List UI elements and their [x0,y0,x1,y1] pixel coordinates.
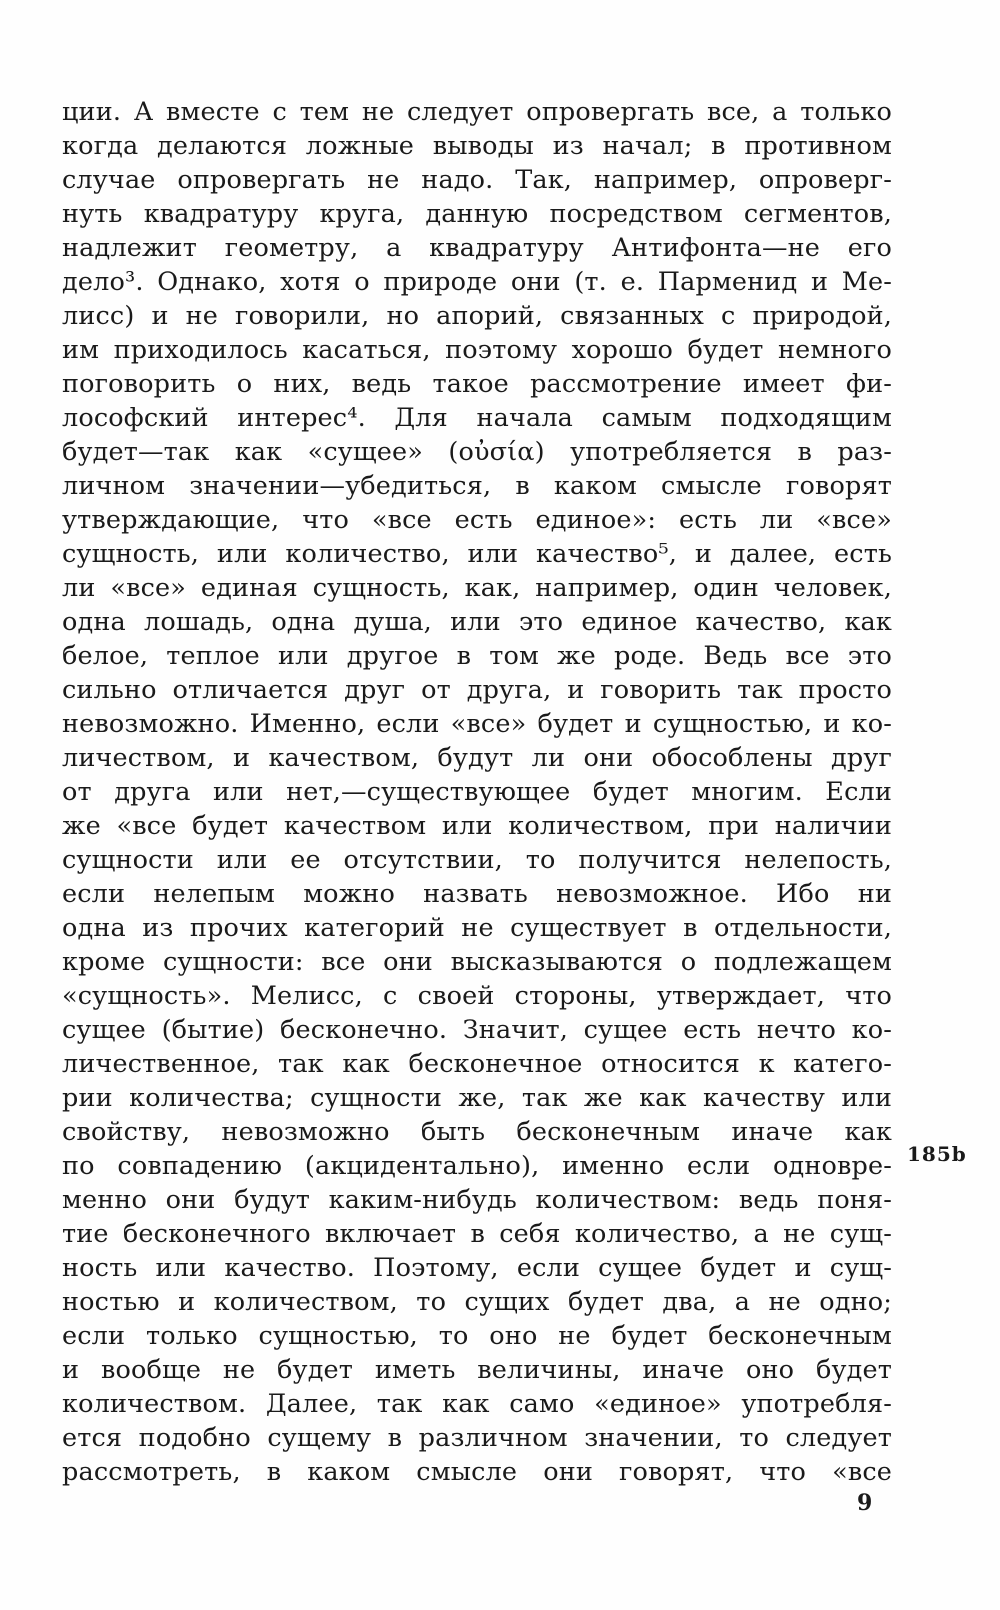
text-line: будет—так как «сущее» (οὐσία) употребляется в раз- [62,437,892,467]
text-line: тие бесконечного включает в себя количество, а не сущ- [62,1219,892,1249]
text-line: менно они будут каким-нибудь количеством: ведь поня- [62,1185,892,1215]
text-line: если только сущностью, то оно не будет бесконечным [62,1321,892,1351]
text-line: надлежит геометру, а квадратуру Антифонта—не его [62,233,892,263]
text-line: случае опровергать не надо. Так, например, опроверг- [62,165,892,195]
text-line: одна лошадь, одна душа, или это единое качество, как [62,607,892,637]
text-line: рии количества; сущности же, так же как качеству или [62,1083,892,1113]
text-line: сущее (бытие) бесконечно. Значит, сущее есть нечто ко- [62,1015,892,1045]
text-line: от друга или нет,—существующее будет многим. Если [62,777,892,807]
text-line: сильно отличается друг от друга, и говорить так просто [62,675,892,705]
text-line: одна из прочих категорий не существует в отдельности, [62,913,892,943]
text-line: по совпадению (акцидентально), именно если одновре- [62,1151,892,1181]
text-line: количеством. Далее, так как само «единое» употребля- [62,1389,892,1419]
text-line: лисс) и не говорили, но апорий, связанных с природой, [62,301,892,331]
text-line: же «все будет качеством или количеством, при наличии [62,811,892,841]
text-line: невозможно. Именно, если «все» будет и сущностью, и ко- [62,709,892,739]
text-line: лософский интерес⁴. Для начала самым подходящим [62,403,892,433]
text-line: ли «все» единая сущность, как, например, один человек, [62,573,892,603]
text-line: белое, теплое или другое в том же роде. Ведь все это [62,641,892,671]
text-line: им приходилось касаться, поэтому хорошо будет немного [62,335,892,365]
text-line: если нелепым можно назвать невозможное. Ибо ни [62,879,892,909]
text-line: поговорить о них, ведь такое рассмотрение имеет фи- [62,369,892,399]
body-text [62,95,892,1489]
page-number: 9 [857,1490,873,1516]
text-line: свойству, невозможно быть бесконечным иначе как [62,1117,892,1147]
text-line: утверждающие, что «все есть единое»: есть ли «все» [62,505,892,535]
text-line: личном значении—убедиться, в каком смысле говорят [62,471,892,501]
text-line: и вообще не будет иметь величины, иначе оно будет [62,1355,892,1385]
text-line: сущности или ее отсутствии, то получится нелепость, [62,845,892,875]
text-line: кроме сущности: все они высказываются о подлежащем [62,947,892,977]
text-line: ность или качество. Поэтому, если сущее будет и сущ- [62,1253,892,1283]
text-line: нуть квадратуру круга, данную посредством сегментов, [62,199,892,229]
text-line: ется подобно сущему в различном значении, то следует [62,1423,892,1453]
text-line: рассмотреть, в каком смысле они говорят, что «все [62,1457,892,1487]
text-line: сущность, или количество, или качество⁵, и далее, есть [62,539,892,569]
text-line: личественное, так как бесконечное относится к катего- [62,1049,892,1079]
text-line: ции. А вместе с тем не следует опровергать все, а только [62,97,892,127]
text-line: дело³. Однако, хотя о природе они (т. е. Парменид и Ме- [62,267,892,297]
text-line: когда делаются ложные выводы из начал; в противном [62,131,892,161]
text-line: личеством, и качеством, будут ли они обособлены друг [62,743,892,773]
margin-reference: 185b [907,1142,967,1166]
text-line: «сущность». Мелисс, с своей стороны, утверждает, что [62,981,892,1011]
text-line: ностью и количеством, то сущих будет два, а не одно; [62,1287,892,1317]
